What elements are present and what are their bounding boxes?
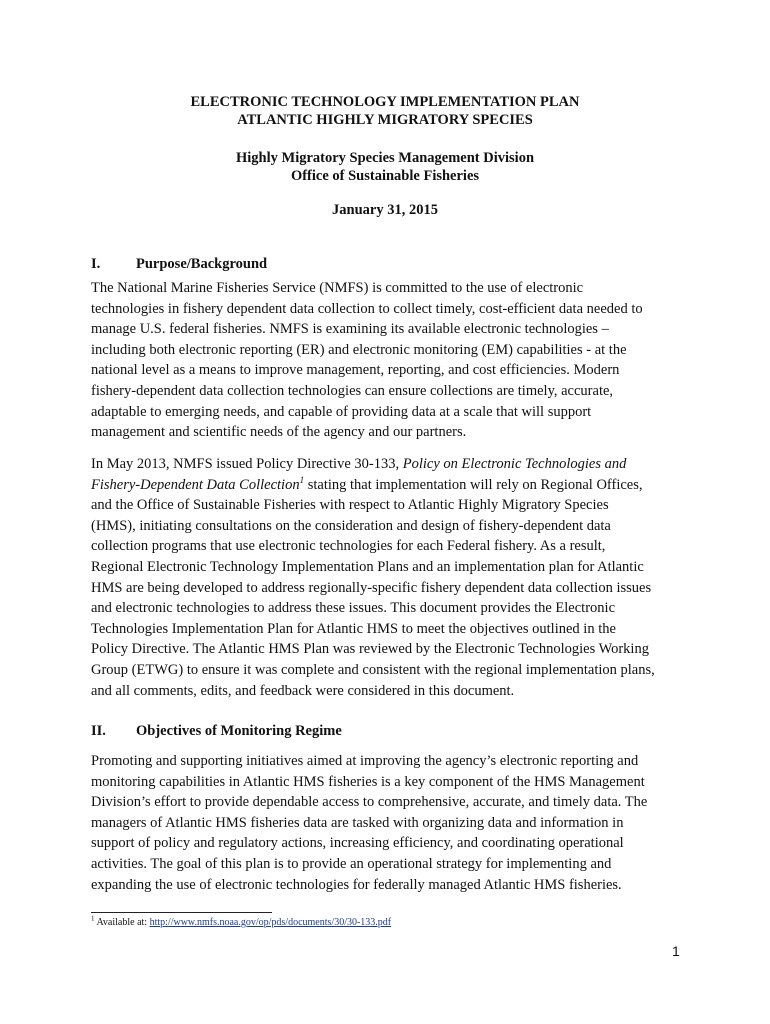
text-line: and the Office of Sustainable Fisheries with respect to Atlantic Highly Migratory Species	[91, 497, 609, 514]
text-line: including both electronic reporting (ER) and electronic monitoring (EM) capabilities - at the	[91, 341, 627, 358]
text-line: activities. The goal of this plan is to provide an operational strategy for implementing and	[91, 855, 612, 872]
text-line: and electronic technologies to address these issues. This document provides the Electronic	[91, 600, 616, 617]
text-line: collection programs that use electronic technologies for each Federal fishery. As a result,	[91, 538, 606, 555]
footnote-reference[interactable]: 1	[299, 474, 305, 485]
document-title-line-1: ELECTRONIC TECHNOLOGY IMPLEMENTATION PLAN	[190, 94, 580, 110]
text-line: (HMS), initiating consultations on the consideration and design of fishery-dependent data	[91, 517, 611, 534]
footnote-label: Available at:	[94, 917, 150, 928]
section-1-title: Purpose/Background	[136, 256, 268, 272]
section-2-paragraph-1	[91, 751, 691, 895]
text-line: Regional Electronic Technology Implementation Plans and an implementation plan for Atlantic	[91, 558, 644, 575]
text-line: Promoting and supporting initiatives aimed at improving the agency’s electronic reporting and	[91, 753, 639, 769]
footnote-divider	[91, 912, 272, 913]
text-line	[91, 454, 691, 475]
text-run: stating that implementation will rely on Regional Offices,	[304, 476, 643, 493]
title-block	[0, 93, 770, 219]
text-line: Division’s effort to provide dependable access to comprehensive, accurate, and timely data. The	[91, 794, 648, 811]
section-2-heading	[91, 722, 342, 740]
section-1-number: I.	[91, 256, 101, 272]
text-line: manage U.S. federal fisheries. NMFS is examining its available electronic technologies –	[91, 321, 609, 338]
text-line: technologies in fishery dependent data collection to collect timely, cost-efficient data needed to	[91, 300, 643, 317]
text-line: HMS are being developed to address regionally-specific fishery dependent data collection issues	[91, 579, 652, 596]
footnote-link[interactable]: http://www.nmfs.noaa.gov/op/pds/documents/30/30-133.pdf	[149, 917, 392, 928]
section-2-title: Objectives of Monitoring Regime	[136, 723, 342, 739]
section-1-paragraph-2	[91, 454, 691, 701]
division-name: Highly Migratory Species Management Division	[235, 150, 535, 166]
text-line: monitoring capabilities in Atlantic HMS fisheries is a key component of the HMS Management	[91, 773, 645, 790]
text-line: Group (ETWG) to ensure it was complete and consistent with the regional implementation plans,	[91, 661, 655, 678]
text-line: Technologies Implementation Plan for Atlantic HMS to meet the objectives outlined in the	[91, 620, 616, 637]
footnote-marker: 1	[91, 914, 95, 923]
text-line: management and scientific needs of the agency and our partners.	[91, 424, 467, 441]
text-line: adaptable to emerging needs, and capable of providing data at a scale that will support	[91, 403, 592, 420]
section-1-paragraph-1	[91, 278, 691, 443]
text-line: fishery-dependent data collection technologies can ensure collections are timely, accurate,	[91, 382, 614, 399]
document-title-line-2: ATLANTIC HIGHLY MIGRATORY SPECIES	[237, 112, 533, 128]
text-line	[91, 475, 691, 496]
policy-title-italic: Fishery-Dependent Data Collection	[91, 476, 300, 493]
page-number: 1	[672, 943, 680, 959]
section-1-heading	[91, 255, 267, 273]
text-line: and all comments, edits, and feedback were considered in this document.	[91, 682, 515, 699]
footnote	[91, 914, 392, 929]
office-name: Office of Sustainable Fisheries	[290, 168, 480, 184]
text-line: The National Marine Fisheries Service (NMFS) is committed to the use of electronic	[91, 280, 584, 296]
text-line: managers of Atlantic HMS fisheries data are tasked with organizing data and information in	[91, 814, 624, 831]
text-run: In May 2013, NMFS issued Policy Directive 30-133,	[91, 456, 403, 472]
text-line: expanding the use of electronic technologies for federally managed Atlantic HMS fisheries.	[91, 876, 622, 893]
policy-title-italic: Policy on Electronic Technologies and	[402, 456, 627, 472]
text-line: support of policy and regulatory actions, increasing efficiency, and coordinating operational	[91, 835, 624, 852]
document-date: January 31, 2015	[332, 202, 438, 218]
text-line: Policy Directive. The Atlantic HMS Plan was reviewed by the Electronic Technologies Working	[91, 641, 649, 658]
text-line: national level as a means to improve management, reporting, and cost efficiencies. Modern	[91, 362, 620, 379]
section-2-number: II.	[91, 723, 106, 739]
